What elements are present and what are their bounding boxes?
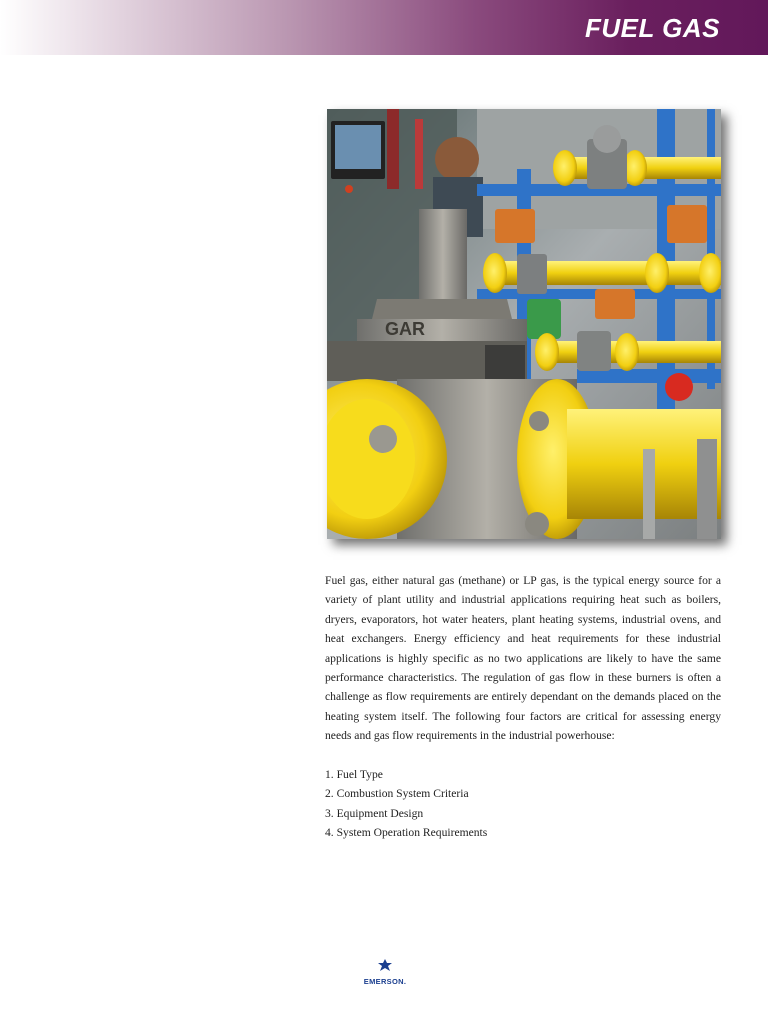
valve-marking: GAR — [385, 319, 425, 339]
list-item: 3. Equipment Design — [325, 806, 424, 820]
body-paragraph: Fuel gas, either natural gas (methane) or LP gas, is the typical energy source for a variety of plant utility and industrial applications requiring heat such as boilers, dryers, evaporators, hot water heaters, plant heating systems, industrial ovens, and heat exchangers. Energy efficiency and heat requirements for these industrial applications is highly specific as no two applications are likely to have the same performance characteristics. The regulation of gas flow in these burners is often a challenge as flow requirements are entirely dependant on the demands placed on the heating system itself. The following four factors are critical for assessing energy needs and gas flow requirements in the industrial powerhouse: — [325, 574, 721, 743]
logo-text: EMERSON. — [363, 977, 407, 986]
list-item: 1. Fuel Type — [325, 768, 383, 781]
product-photo — [327, 109, 721, 539]
factor-list — [325, 765, 721, 843]
emerson-mark-icon — [378, 959, 392, 971]
list-item: 2. Combustion System Criteria — [325, 787, 469, 801]
page-title: FUEL GAS — [585, 13, 720, 43]
header-band — [0, 0, 768, 55]
emerson-logo — [355, 958, 415, 986]
list-item: 4. System Operation Requirements — [325, 826, 488, 840]
